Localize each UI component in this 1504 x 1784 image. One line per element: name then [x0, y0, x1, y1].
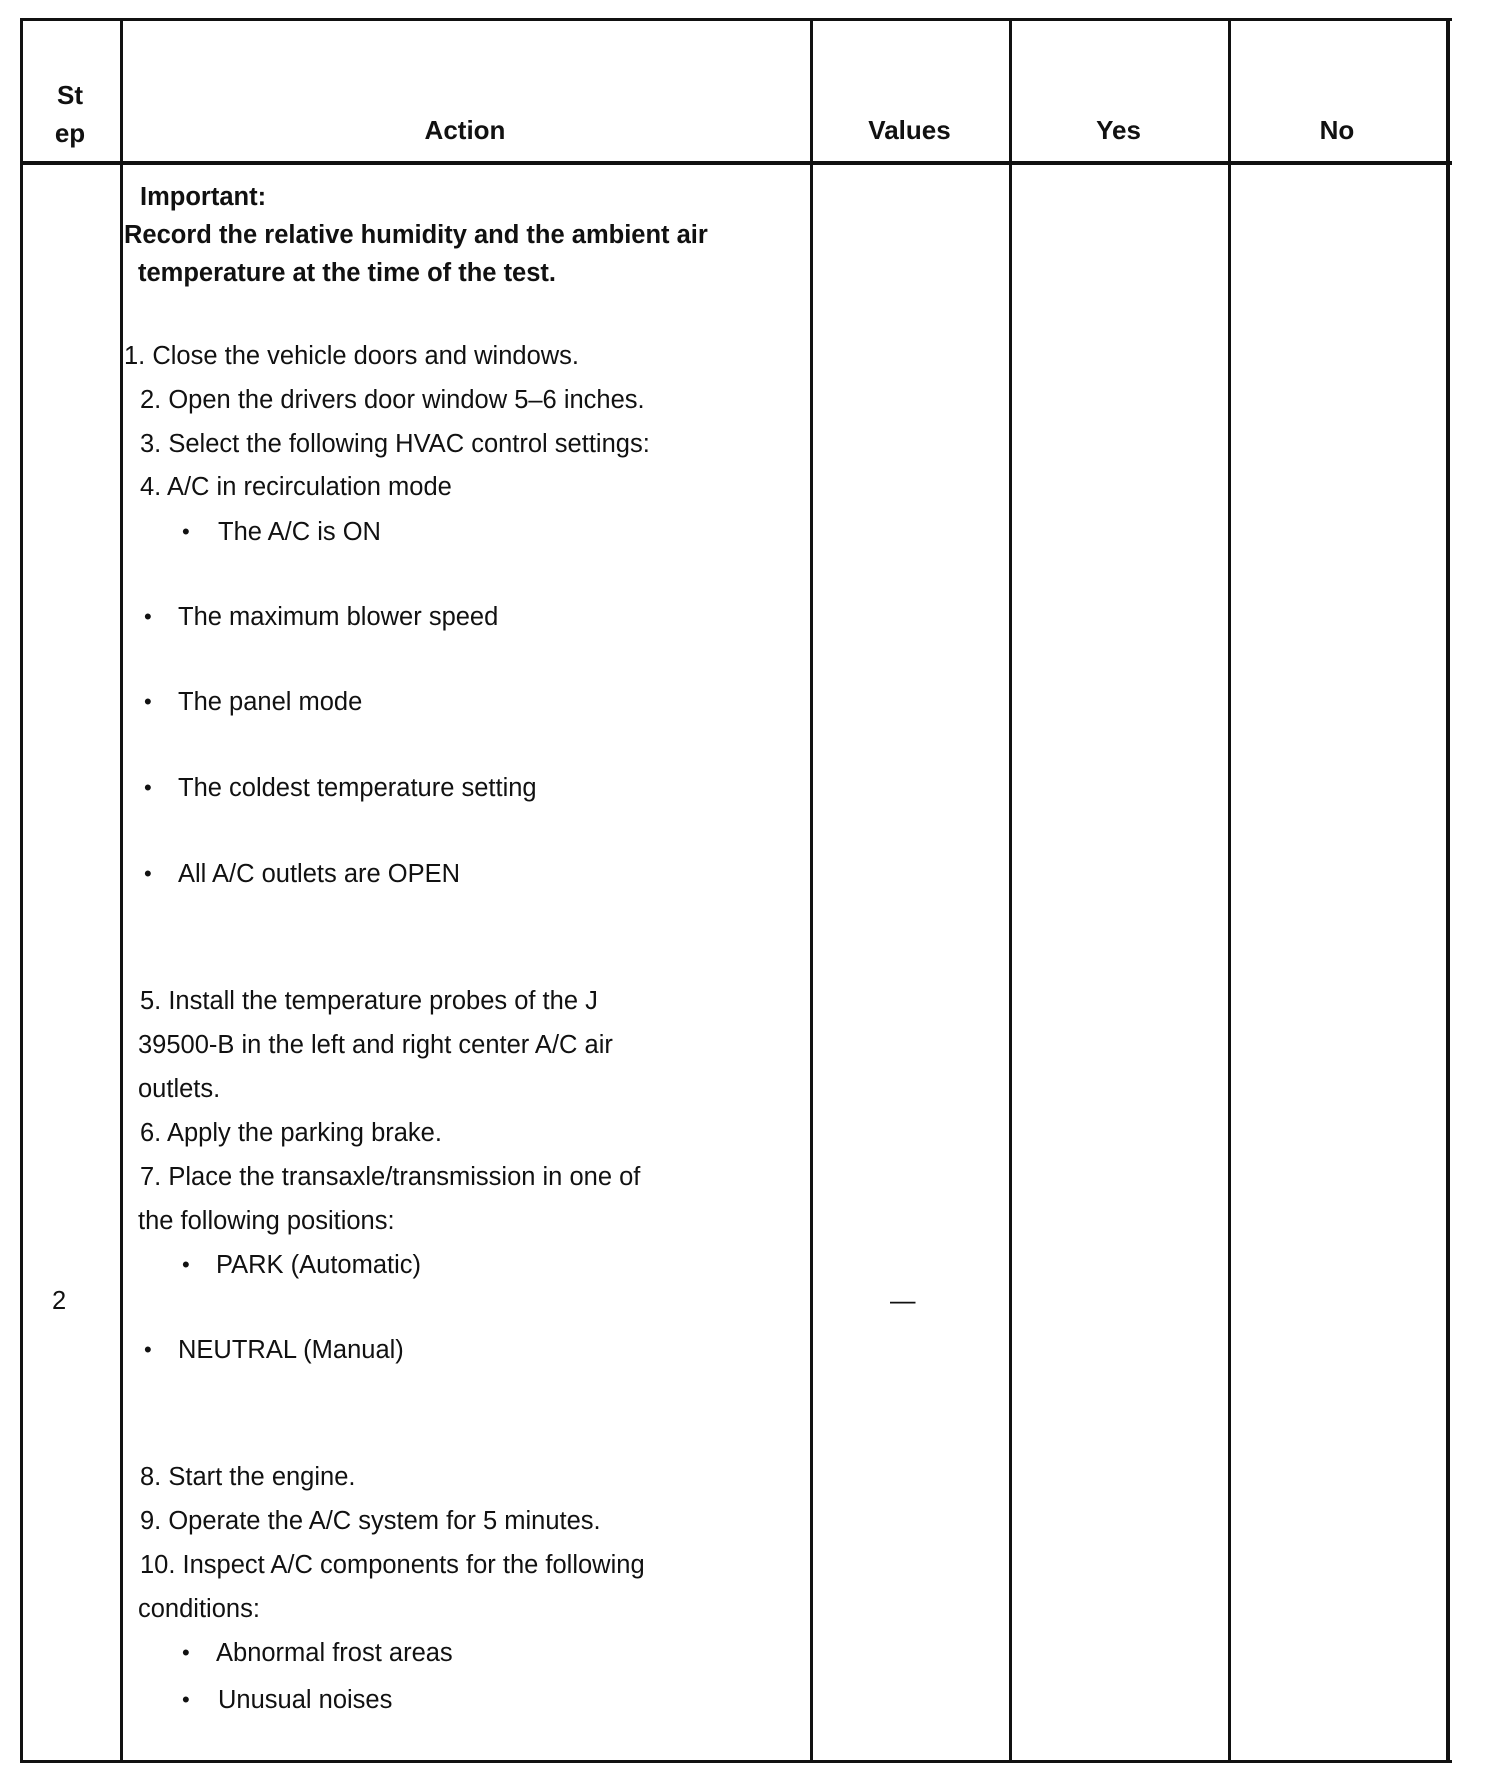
action-step-7-line2: the following positions:	[138, 1207, 395, 1235]
important-label: Important:	[140, 183, 267, 211]
action-step-5-line3: outlets.	[138, 1075, 221, 1103]
values-cell: —	[890, 1287, 916, 1315]
header-no: No	[1319, 115, 1355, 145]
header-step-line2: ep	[54, 118, 86, 148]
action-step-5-line2: 39500-B in the left and right center A/C air	[138, 1031, 613, 1059]
action-step-8: 8. Start the engine.	[140, 1463, 356, 1491]
header-step	[20, 76, 120, 152]
bullet-ac-on: The A/C is ON	[218, 518, 381, 546]
bullet-outlets-open: All A/C outlets are OPEN	[178, 860, 461, 888]
important-text-line1: Record the relative humidity and the ambient air	[124, 221, 708, 249]
header-action: Action	[424, 115, 506, 145]
bullet-frost-areas: Abnormal frost areas	[216, 1639, 453, 1667]
table-left-border	[20, 18, 23, 1763]
bullet-icon: •	[182, 1640, 190, 1665]
action-step-9: 9. Operate the A/C system for 5 minutes.	[140, 1507, 601, 1535]
table-right-border	[1446, 18, 1450, 1763]
bullet-neutral: NEUTRAL (Manual)	[178, 1336, 404, 1364]
bullet-icon: •	[144, 689, 152, 714]
action-step-2: 2. Open the drivers door window 5–6 inches.	[140, 386, 645, 414]
column-divider-yes	[1228, 18, 1231, 1763]
bullet-icon: •	[182, 1252, 190, 1277]
action-step-5-line1: 5. Install the temperature probes of the J	[140, 987, 598, 1015]
action-step-7-line1: 7. Place the transaxle/transmission in one of	[140, 1163, 641, 1191]
column-divider-action	[810, 18, 813, 1763]
bullet-unusual-noises: Unusual noises	[218, 1686, 393, 1714]
action-step-10-line2: conditions:	[138, 1595, 260, 1623]
bullet-icon: •	[144, 604, 152, 629]
header-step-line1: St	[57, 80, 83, 110]
header-bottom-border	[20, 161, 1452, 165]
action-step-3: 3. Select the following HVAC control settings:	[140, 430, 650, 458]
step-number: 2	[52, 1287, 67, 1315]
action-step-4: 4. A/C in recirculation mode	[140, 473, 452, 501]
bullet-icon: •	[182, 1687, 190, 1712]
action-step-6: 6. Apply the parking brake.	[140, 1119, 442, 1147]
table-top-border	[20, 18, 1452, 21]
diagnostic-table	[20, 18, 1452, 1765]
action-step-10-line1: 10. Inspect A/C components for the following	[140, 1551, 645, 1579]
header-yes: Yes	[1096, 115, 1141, 145]
bullet-icon: •	[182, 519, 190, 544]
bullet-blower-speed: The maximum blower speed	[178, 603, 499, 631]
important-text-line2: temperature at the time of the test.	[138, 259, 556, 287]
column-divider-step	[120, 18, 123, 1763]
header-values: Values	[868, 115, 951, 145]
action-step-1: 1. Close the vehicle doors and windows.	[124, 342, 580, 370]
bullet-coldest-temp: The coldest temperature setting	[178, 774, 537, 802]
bullet-icon: •	[144, 861, 152, 886]
bullet-park: PARK (Automatic)	[216, 1251, 421, 1279]
column-divider-values	[1009, 18, 1012, 1763]
bullet-icon: •	[144, 775, 152, 800]
bullet-panel-mode: The panel mode	[178, 688, 363, 716]
table-bottom-border	[20, 1760, 1452, 1763]
bullet-icon: •	[144, 1337, 152, 1362]
